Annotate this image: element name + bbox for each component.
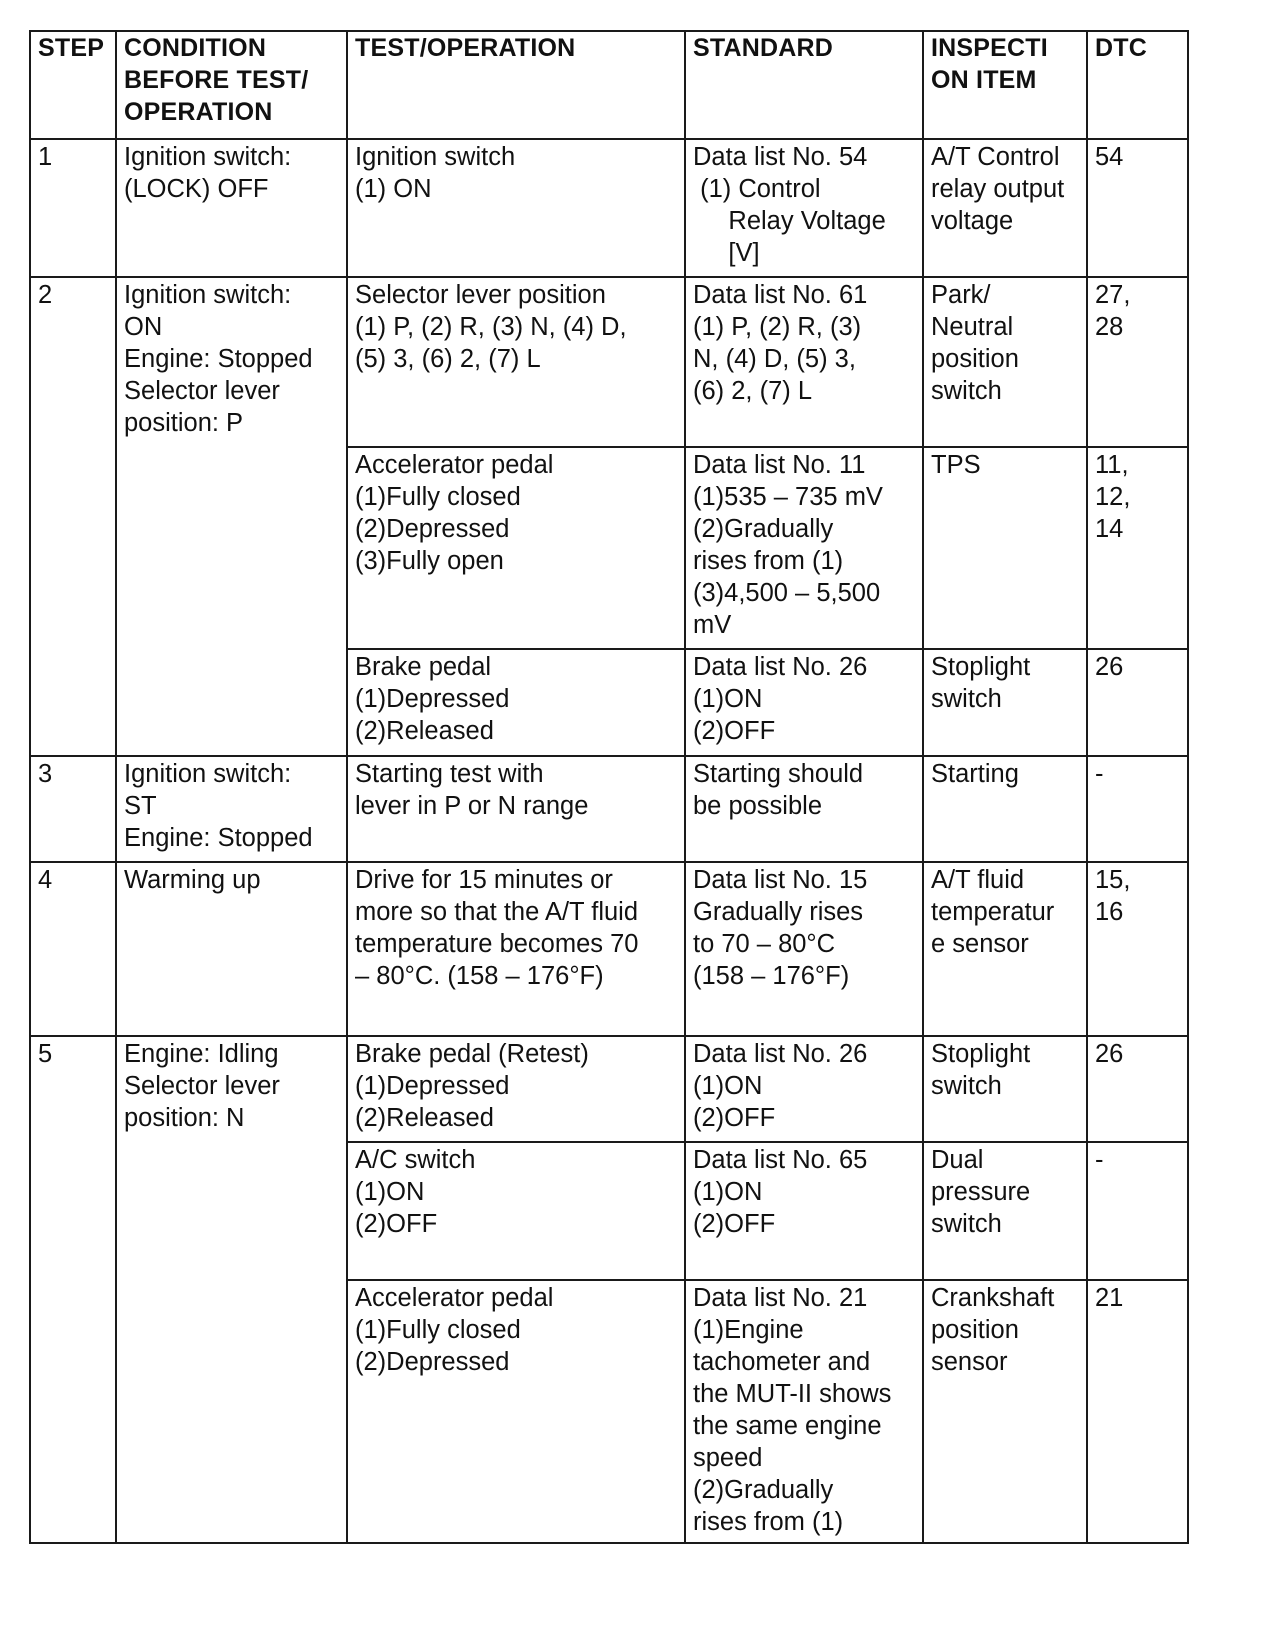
inspection-table-container: [29, 30, 1189, 1544]
inspection-cell: Crankshaft position sensor: [923, 1280, 1087, 1543]
standard-cell: Data list No. 61 (1) P, (2) R, (3) N, (4) D, (5) 3, (6) 2, (7) L: [685, 277, 923, 447]
standard-cell: Data list No. 15 Gradually rises to 70 – 80°C (158 – 176°F): [685, 862, 923, 1036]
inspection-cell: Starting: [923, 756, 1087, 862]
dtc-cell: 15, 16: [1087, 862, 1188, 1036]
step-cell: 4: [30, 862, 116, 1036]
header-step: STEP: [30, 31, 116, 139]
standard-cell: Data list No. 54 (1) Control Relay Voltage [V]: [685, 139, 923, 277]
test-cell: Selector lever position (1) P, (2) R, (3) N, (4) D, (5) 3, (6) 2, (7) L: [347, 277, 685, 447]
dtc-cell: -: [1087, 1142, 1188, 1280]
test-cell: Drive for 15 minutes or more so that the A/T fluid temperature becomes 70 – 80°C. (158 – 176°F): [347, 862, 685, 1036]
inspection-cell: TPS: [923, 447, 1087, 649]
inspection-table: [29, 30, 1189, 1544]
standard-cell: Data list No. 11 (1)535 – 735 mV (2)Gradually rises from (1) (3)4,500 – 5,500 mV: [685, 447, 923, 649]
header-test-operation: TEST/OPERATION: [347, 31, 685, 139]
table-row: [30, 1036, 1188, 1142]
condition-cell: Ignition switch: (LOCK) OFF: [116, 139, 347, 277]
header-standard: STANDARD: [685, 31, 923, 139]
dtc-cell: -: [1087, 756, 1188, 862]
dtc-cell: 54: [1087, 139, 1188, 277]
condition-cell: Warming up: [116, 862, 347, 1036]
dtc-cell: 21: [1087, 1280, 1188, 1543]
standard-cell: Data list No. 26 (1)ON (2)OFF: [685, 649, 923, 756]
inspection-cell: Dual pressure switch: [923, 1142, 1087, 1280]
dtc-cell: 26: [1087, 1036, 1188, 1142]
inspection-cell: A/T fluid temperatur e sensor: [923, 862, 1087, 1036]
standard-cell: Data list No. 21 (1)Engine tachometer and the MUT-II shows the same engine speed (2)Gradually rises from (1): [685, 1280, 923, 1543]
header-condition: CONDITION BEFORE TEST/ OPERATION: [116, 31, 347, 139]
standard-cell: Data list No. 65 (1)ON (2)OFF: [685, 1142, 923, 1280]
inspection-cell: A/T Control relay output voltage: [923, 139, 1087, 277]
table-row: [30, 139, 1188, 277]
inspection-cell: Stoplight switch: [923, 1036, 1087, 1142]
condition-cell: Ignition switch: ON Engine: Stopped Selector lever position: P: [116, 277, 347, 756]
header-dtc: DTC: [1087, 31, 1188, 139]
test-cell: Brake pedal (Retest) (1)Depressed (2)Released: [347, 1036, 685, 1142]
condition-cell: Engine: Idling Selector lever position: N: [116, 1036, 347, 1543]
table-row: [30, 862, 1188, 1036]
header-inspection-item: INSPECTI ON ITEM: [923, 31, 1087, 139]
step-cell: 2: [30, 277, 116, 756]
test-cell: Starting test with lever in P or N range: [347, 756, 685, 862]
test-cell: Accelerator pedal (1)Fully closed (2)Depressed (3)Fully open: [347, 447, 685, 649]
standard-cell: Data list No. 26 (1)ON (2)OFF: [685, 1036, 923, 1142]
step-cell: 3: [30, 756, 116, 862]
dtc-cell: 27, 28: [1087, 277, 1188, 447]
test-cell: Accelerator pedal (1)Fully closed (2)Depressed: [347, 1280, 685, 1543]
condition-cell: Ignition switch: ST Engine: Stopped: [116, 756, 347, 862]
header-row: [30, 31, 1188, 139]
step-cell: 5: [30, 1036, 116, 1543]
inspection-cell: Stoplight switch: [923, 649, 1087, 756]
dtc-cell: 11, 12, 14: [1087, 447, 1188, 649]
table-row: [30, 756, 1188, 862]
test-cell: A/C switch (1)ON (2)OFF: [347, 1142, 685, 1280]
test-cell: Ignition switch (1) ON: [347, 139, 685, 277]
dtc-cell: 26: [1087, 649, 1188, 756]
test-cell: Brake pedal (1)Depressed (2)Released: [347, 649, 685, 756]
step-cell: 1: [30, 139, 116, 277]
table-row: [30, 277, 1188, 447]
inspection-cell: Park/ Neutral position switch: [923, 277, 1087, 447]
standard-cell: Starting should be possible: [685, 756, 923, 862]
